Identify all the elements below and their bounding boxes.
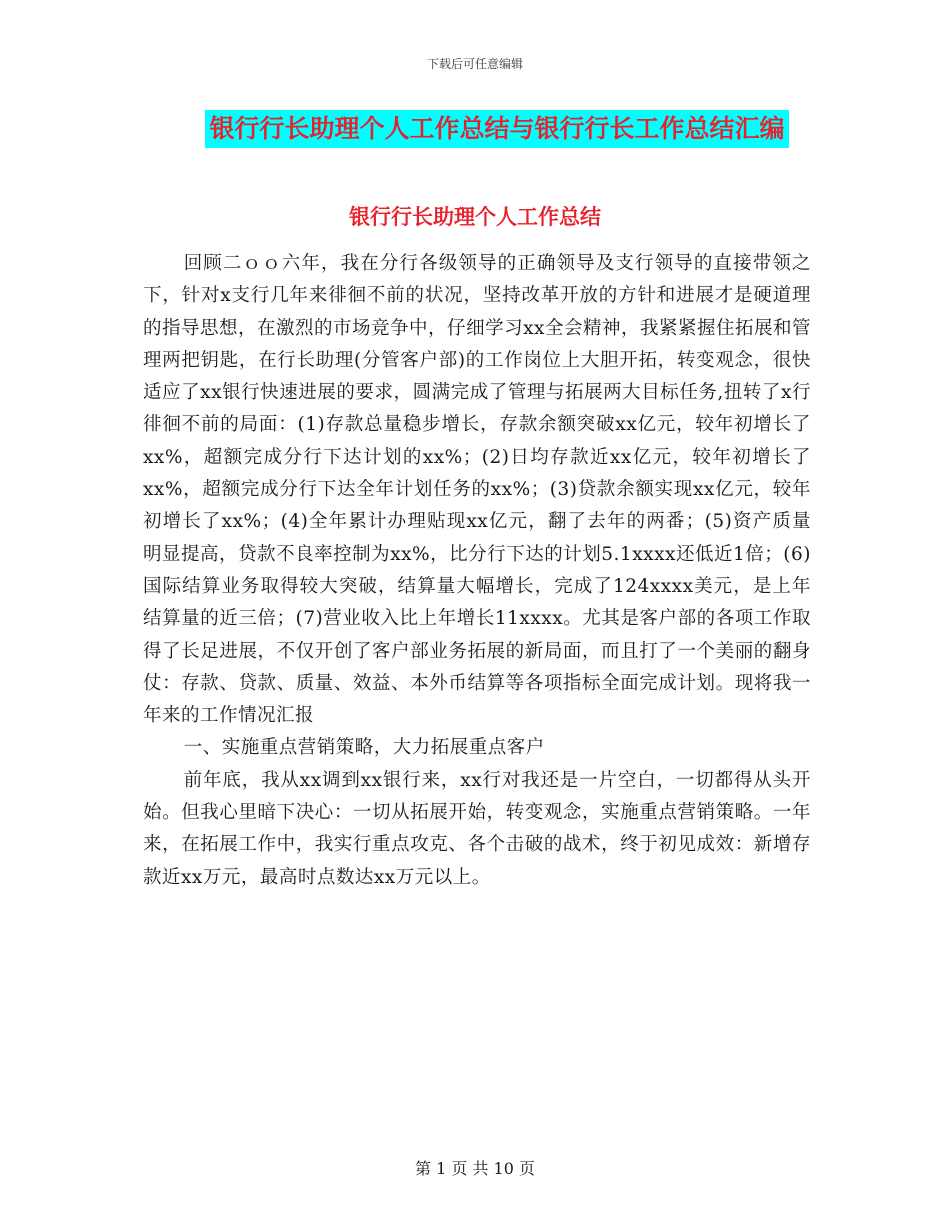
paragraph-heading-one: 一、实施重点营销策略，大力拓展重点客户 (183, 737, 545, 759)
document-title-container (0, 110, 950, 148)
document-title: 银行行长助理个人工作总结与银行行长工作总结汇编 (205, 110, 788, 148)
document-body (143, 248, 811, 894)
section-title: 银行行长助理个人工作总结 (349, 204, 601, 229)
paragraph-review: 回顾二ｏｏ六年，我在分行各级领导的正确领导及支行领导的直接带领之下，针对x支行几年来徘徊不前的状况，坚持改革开放的方针和进展才是硬道理的指导思想，在激烈的市场竞争中，仔细学习xx全会精神，我紧紧握住拓展和管理两把钥匙，在行长助理(分管客户部)的工作岗位上大胆开拓，转变观念，很快适应了xx银行快速进展的要求，圆满完成了管理与拓展两大目标任务,扭转了x行徘徊不前的局面：(1)存款总量稳步增长，存款余额突破xx亿元，较年初增长了xx%，超额完成分行下达计划的xx%；(2)日均存款近xx亿元，较年初增长了xx%，超额完成分行下达全年计划任务的xx%；(3)贷款余额实现xx亿元，较年初增长了xx%；(4)全年累计办理贴现xx亿元，翻了去年的两番；(5)资产质量明显提高，贷款不良率控制为xx%，比分行下达的计划5.1xxxx还低近1倍；(6)国际结算业务取得较大突破，结算量大幅增长，完成了124xxxx美元，是上年结算量的近三倍；(7)营业收入比上年增长11xxxx。尤其是客户部的各项工作取得了长足进展，不仅开创了客户部业务拓展的新局面，而且打了一个美丽的翻身仗：存款、贷款、质量、效益、本外币结算等各项指标全面完成计划。现将我一年来的工作情况汇报 (143, 253, 811, 727)
page-number: 第 1 页 共 10 页 (415, 1159, 535, 1178)
page-header-note: 下载后可任意编辑 (426, 57, 523, 71)
paragraph-transfer: 前年底，我从xx调到xx银行来，xx行对我还是一片空白，一切都得从头开始。但我心里暗下决心：一切从拓展开始，转变观念，实施重点营销策略。一年来，在拓展工作中，我实行重点攻克、各个击破的战术，终于初见成效：新增存款近xx万元，最高时点数达xx万元以上。 (143, 769, 811, 888)
